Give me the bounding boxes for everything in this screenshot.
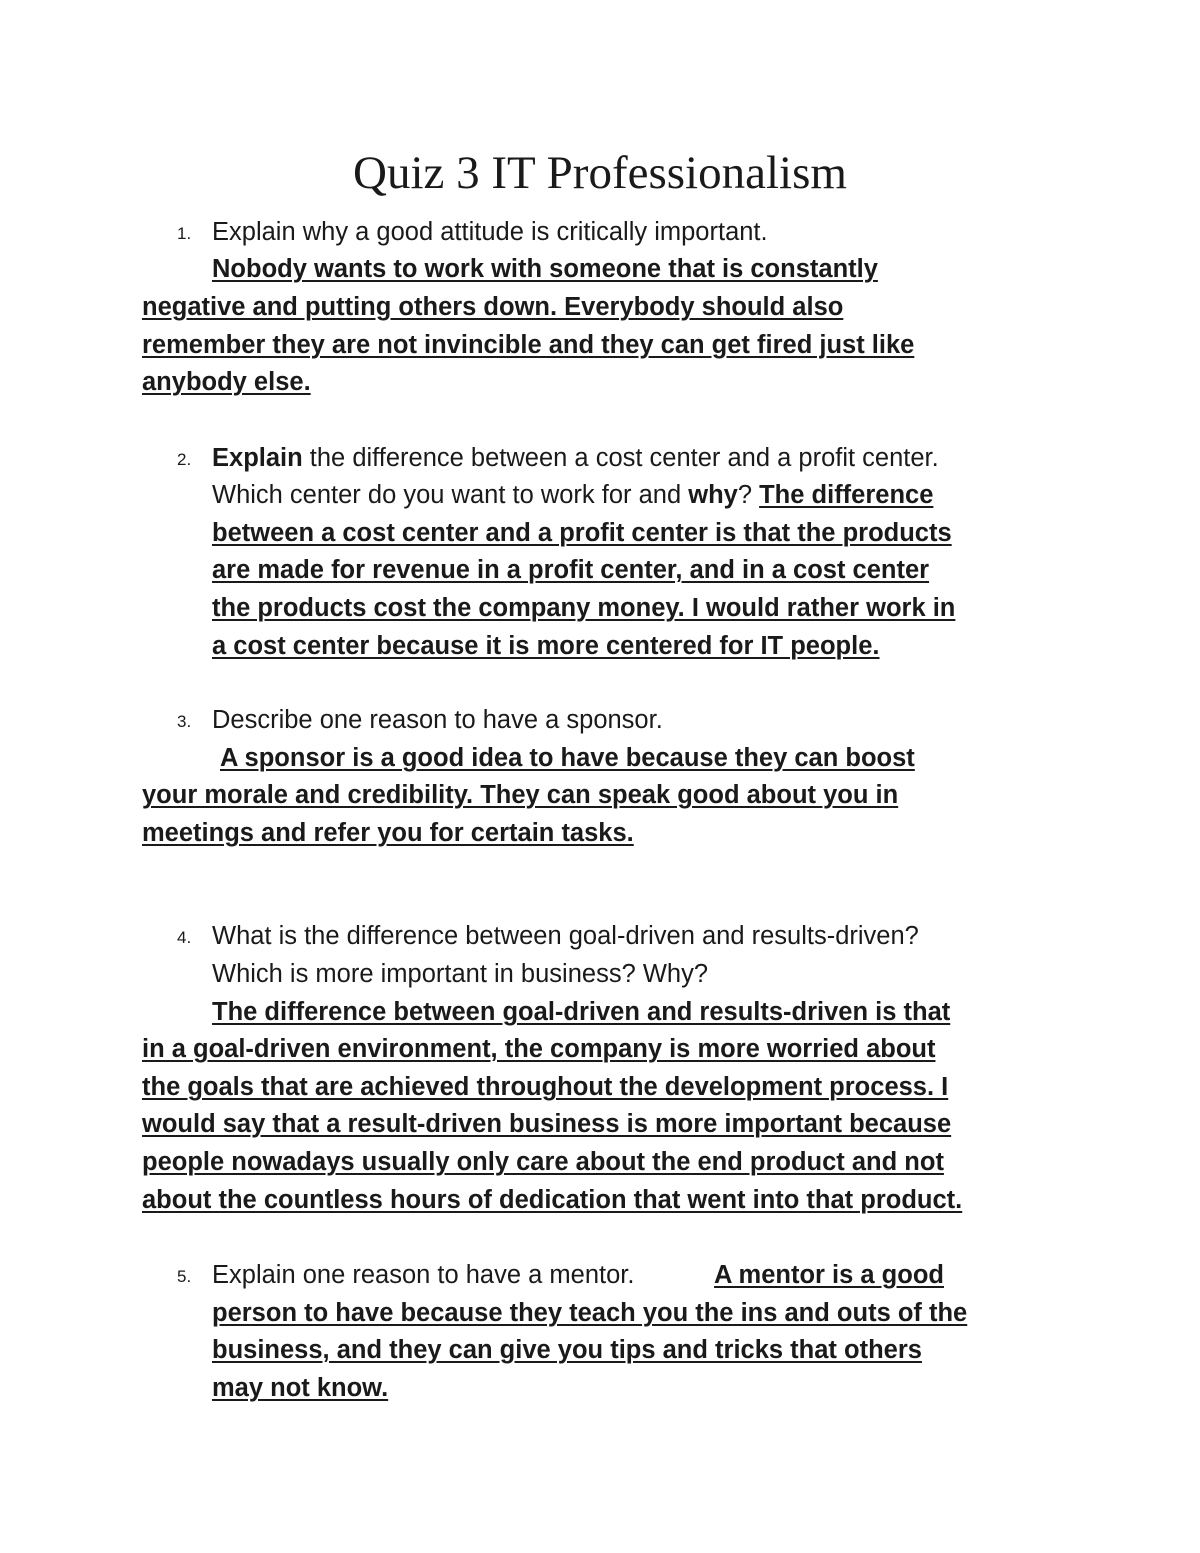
question-4-answer-line: would say that a result-driven business is more important because (142, 1110, 952, 1138)
question-5-answer-line: may not know. (212, 1374, 389, 1402)
question-5-answer-line: A mentor is a good (714, 1261, 944, 1289)
question-1-answer-line: anybody else. (142, 368, 311, 396)
question-1-prompt: Explain why a good attitude is critically important. (212, 218, 768, 246)
question-3-number: 3. (177, 712, 192, 731)
question-4-answer-line: people nowadays usually only care about the end product and not (142, 1148, 944, 1176)
question-3-prompt: Describe one reason to have a sponsor. (212, 706, 663, 734)
question-2-number: 2. (177, 450, 192, 469)
question-2-prompt-text: the difference between a cost center and a profit center. (302, 444, 939, 472)
page-title: Quiz 3 IT Professionalism (353, 147, 847, 199)
question-2-prompt-text: Which center do you want to work for and (212, 481, 689, 509)
question-3-answer-line: meetings and refer you for certain tasks. (142, 819, 634, 847)
question-3-answer-line: your morale and credibility. They can speak good about you in (142, 781, 899, 809)
question-5-answer-line: business, and they can give you tips and tricks that others (212, 1336, 922, 1364)
question-4-answer-line: The difference between goal-driven and results-driven is that (212, 998, 951, 1026)
question-2-answer-line: The difference (759, 481, 934, 509)
question-1-answer-line: remember they are not invincible and they can get fired just like (142, 331, 915, 359)
question-2-answer-line: between a cost center and a profit center is that the products (212, 519, 952, 547)
question-5-prompt: Explain one reason to have a mentor. (212, 1261, 635, 1289)
question-2-prompt-bold: why (688, 481, 738, 509)
question-5-number: 5. (177, 1267, 192, 1286)
question-2-answer-line: are made for revenue in a profit center, and in a cost center (212, 556, 930, 584)
question-5-answer-line: person to have because they teach you the ins and outs of the (212, 1299, 968, 1327)
question-2-prompt-line (212, 479, 933, 511)
question-1-answer-line: Nobody wants to work with someone that is constantly (212, 255, 878, 283)
question-2-answer-line: the products cost the company money. I would rather work in (212, 594, 956, 622)
question-1-number: 1. (177, 224, 192, 243)
question-4-prompt-line: Which is more important in business? Why? (212, 960, 709, 988)
question-2-prompt-text: ? (737, 481, 760, 509)
question-3-answer-line: A sponsor is a good idea to have because they can boost (220, 744, 915, 772)
question-4-answer-line: the goals that are achieved throughout the development process. I (142, 1073, 949, 1101)
question-4-answer-line: about the countless hours of dedication that went into that product. (142, 1186, 963, 1214)
question-4-number: 4. (177, 928, 192, 947)
question-2-prompt-bold: Explain (212, 444, 303, 472)
question-2-answer-line: a cost center because it is more centered for IT people. (212, 632, 880, 660)
question-4-prompt-line: What is the difference between goal-driven and results-driven? (212, 922, 919, 950)
question-4-answer-line: in a goal-driven environment, the company is more worried about (142, 1035, 936, 1063)
question-1-answer-line: negative and putting others down. Everybody should also (142, 293, 844, 321)
question-2-prompt-line (212, 442, 939, 474)
